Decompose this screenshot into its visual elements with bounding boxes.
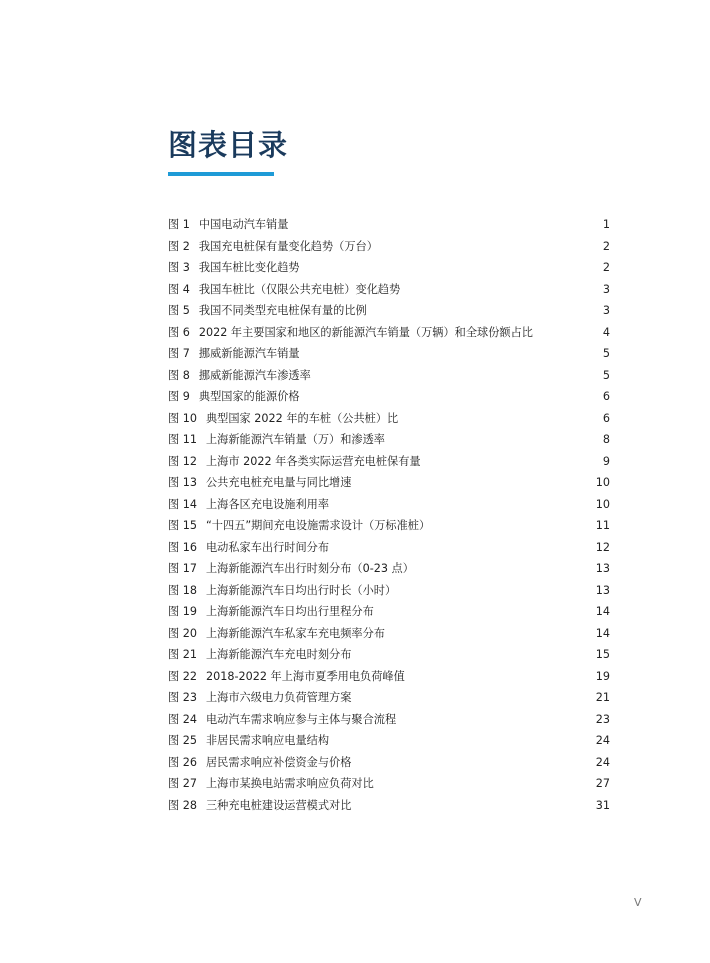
- figure-page-number: 3: [602, 282, 610, 296]
- figure-number: 图 22: [168, 669, 197, 683]
- figure-number: 图 7: [168, 347, 190, 360]
- toc-entry[interactable]: [168, 580, 610, 602]
- figure-number: 图 26: [168, 755, 197, 769]
- figure-page-number: 6: [602, 411, 610, 425]
- figure-page-number: 6: [602, 390, 610, 403]
- toc-entry[interactable]: [168, 386, 610, 408]
- figure-caption: 电动汽车需求响应参与主体与聚合流程: [205, 712, 397, 726]
- figure-caption: 公共充电桩充电量与同比增速: [205, 476, 352, 489]
- toc-entry[interactable]: [168, 773, 610, 795]
- figure-number: 图 3: [168, 261, 190, 274]
- toc-entry[interactable]: [168, 795, 610, 817]
- toc-entry[interactable]: [168, 558, 610, 580]
- figure-page-number: 31: [595, 798, 610, 812]
- figure-page-number: 5: [602, 368, 610, 382]
- figure-number: 图 11: [168, 433, 197, 446]
- figure-number: 图 4: [168, 282, 190, 296]
- figure-caption: 电动私家车出行时间分布: [205, 540, 330, 554]
- figure-number: 图 9: [168, 390, 190, 403]
- toc-entry[interactable]: [168, 365, 610, 387]
- figure-list: [168, 214, 610, 816]
- toc-entry[interactable]: [168, 601, 610, 623]
- figure-page-number: 10: [595, 476, 610, 489]
- figure-page-number: 24: [595, 734, 610, 747]
- figure-caption: 上海新能源汽车日均出行时长（小时）: [205, 583, 397, 597]
- figure-caption: 上海新能源汽车私家车充电频率分布: [205, 626, 385, 640]
- title-underline: [168, 172, 274, 176]
- figure-page-number: 23: [595, 712, 610, 726]
- figure-number: 图 14: [168, 497, 197, 511]
- toc-entry[interactable]: [168, 730, 610, 752]
- figure-caption: 我国车桩比（仅限公共充电桩）变化趋势: [198, 282, 401, 296]
- figure-page-number: 13: [595, 583, 610, 597]
- figure-page-number: 27: [595, 777, 610, 790]
- figure-caption: 上海各区充电设施利用率: [205, 497, 330, 511]
- toc-entry[interactable]: [168, 752, 610, 774]
- figure-caption: 上海新能源汽车日均出行里程分布: [205, 605, 374, 618]
- figure-page-number: 1: [602, 218, 610, 231]
- page-number: V: [634, 896, 642, 909]
- figure-number: 图 17: [168, 562, 197, 575]
- toc-entry[interactable]: [168, 429, 610, 451]
- figure-caption: 2018-2022 年上海市夏季用电负荷峰值: [205, 669, 405, 683]
- toc-entry[interactable]: [168, 279, 610, 301]
- toc-entry[interactable]: [168, 644, 610, 666]
- toc-entry[interactable]: [168, 537, 610, 559]
- figure-number: 图 19: [168, 605, 197, 618]
- toc-entry[interactable]: [168, 214, 610, 236]
- figure-caption: 我国充电桩保有量变化趋势（万台）: [198, 239, 378, 253]
- figure-page-number: 2: [602, 261, 610, 274]
- figure-number: 图 12: [168, 454, 197, 468]
- figure-number: 图 23: [168, 691, 197, 704]
- toc-entry[interactable]: [168, 408, 610, 430]
- figure-page-number: 11: [595, 519, 610, 532]
- figure-caption: 非居民需求响应电量结构: [205, 734, 330, 747]
- toc-entry[interactable]: [168, 709, 610, 731]
- figure-caption: 上海新能源汽车充电时刻分布: [205, 648, 352, 661]
- toc-entry[interactable]: [168, 687, 610, 709]
- figure-page-number: 15: [595, 648, 610, 661]
- figure-caption: 2022 年主要国家和地区的新能源汽车销量（万辆）和全球份额占比: [198, 325, 533, 339]
- figure-caption: 挪威新能源汽车销量: [198, 347, 300, 360]
- toc-entry[interactable]: [168, 451, 610, 473]
- figure-caption: 典型国家的能源价格: [198, 390, 300, 403]
- figure-number: 图 20: [168, 626, 197, 640]
- figure-page-number: 14: [595, 626, 610, 640]
- figure-page-number: 9: [602, 454, 610, 468]
- figure-page-number: 5: [602, 347, 610, 360]
- figure-number: 图 24: [168, 712, 197, 726]
- figure-caption: “十四五”期间充电设施需求设计（万标准桩）: [205, 519, 431, 532]
- figure-number: 图 27: [168, 777, 197, 790]
- toc-entry[interactable]: [168, 236, 610, 258]
- figure-page-number: 8: [602, 433, 610, 446]
- figure-page-number: 19: [595, 669, 610, 683]
- figure-page-number: 12: [595, 540, 610, 554]
- figure-number: 图 10: [168, 411, 197, 425]
- figure-caption: 居民需求响应补偿资金与价格: [205, 755, 352, 769]
- figure-page-number: 10: [595, 497, 610, 511]
- figure-number: 图 21: [168, 648, 197, 661]
- figure-caption: 我国不同类型充电桩保有量的比例: [198, 304, 367, 317]
- figure-page-number: 2: [602, 239, 610, 253]
- page-title: 图表目录: [168, 128, 289, 162]
- toc-entry[interactable]: [168, 666, 610, 688]
- figure-caption: 挪威新能源汽车渗透率: [198, 368, 311, 382]
- figure-number: 图 25: [168, 734, 197, 747]
- figure-page-number: 21: [595, 691, 610, 704]
- figure-number: 图 13: [168, 476, 197, 489]
- figure-page-number: 3: [602, 304, 610, 317]
- figure-page-number: 4: [602, 325, 610, 339]
- figure-number: 图 5: [168, 304, 190, 317]
- figure-number: 图 2: [168, 239, 190, 253]
- toc-entry[interactable]: [168, 343, 610, 365]
- figure-number: 图 6: [168, 325, 190, 339]
- figure-caption: 我国车桩比变化趋势: [198, 261, 300, 274]
- figure-page-number: 24: [595, 755, 610, 769]
- figure-page-number: 14: [595, 605, 610, 618]
- figure-number: 图 8: [168, 368, 190, 382]
- toc-entry[interactable]: [168, 494, 610, 516]
- toc-entry[interactable]: [168, 472, 610, 494]
- figure-caption: 中国电动汽车销量: [198, 218, 289, 231]
- figure-number: 图 1: [168, 218, 190, 231]
- toc-entry[interactable]: [168, 300, 610, 322]
- figure-caption: 典型国家 2022 年的车桩（公共桩）比: [205, 411, 399, 425]
- figure-number: 图 15: [168, 519, 197, 532]
- toc-entry[interactable]: [168, 322, 610, 344]
- figure-caption: 上海市六级电力负荷管理方案: [205, 691, 352, 704]
- toc-entry[interactable]: [168, 623, 610, 645]
- figure-caption: 三种充电桩建设运营模式对比: [205, 798, 352, 812]
- figure-caption: 上海市某换电站需求响应负荷对比: [205, 777, 374, 790]
- toc-entry[interactable]: [168, 515, 610, 537]
- figure-caption: 上海新能源汽车出行时刻分布（0-23 点）: [205, 562, 414, 575]
- figure-caption: 上海市 2022 年各类实际运营充电桩保有量: [205, 454, 421, 468]
- toc-entry[interactable]: [168, 257, 610, 279]
- figure-number: 图 16: [168, 540, 197, 554]
- figure-caption: 上海新能源汽车销量（万）和渗透率: [205, 433, 385, 446]
- figure-page-number: 13: [595, 562, 610, 575]
- figure-number: 图 18: [168, 583, 197, 597]
- figure-number: 图 28: [168, 798, 197, 812]
